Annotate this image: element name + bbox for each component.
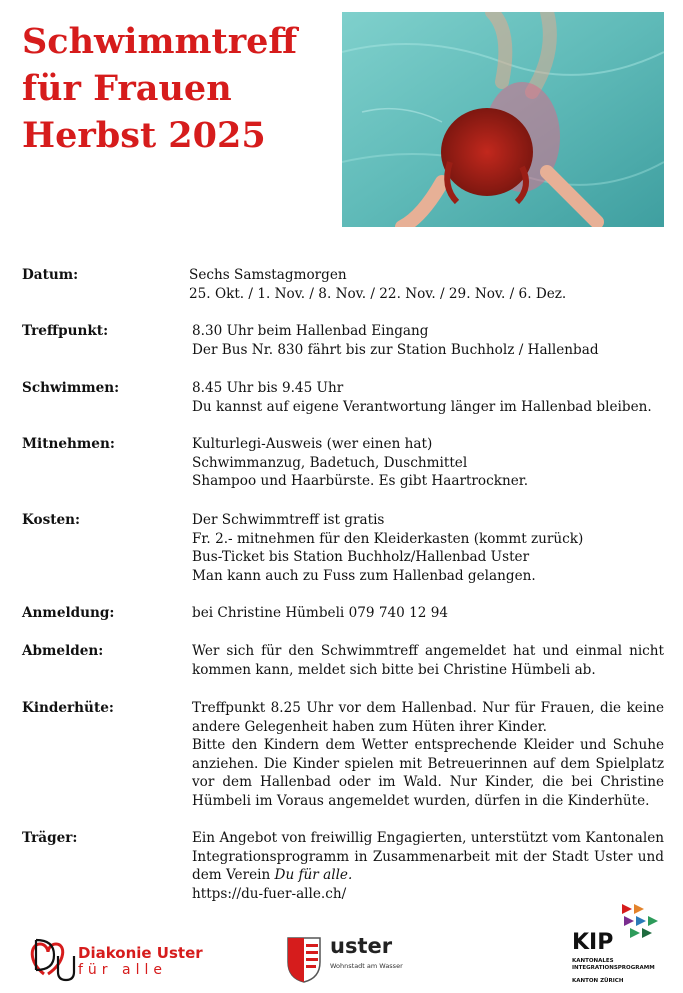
title-line-2: für Frauen: [22, 68, 232, 109]
value-paragraph: Wer sich für den Schwimmtreff angemeldet hat und einmal nicht kommen kann, meldet sich bitte bei Christine Hümbeli ab.: [192, 643, 664, 678]
value-line: Shampoo und Haarbürste. Es gibt Haartrockner.: [192, 473, 529, 489]
value-paragraph: Treffpunkt 8.25 Uhr vor dem Hallenbad. Nur für Frauen, die keine andere Gelegenheit haben zum Hüten ihrer Kinder.: [192, 700, 664, 735]
page-title: [22, 18, 297, 159]
label-mitnehmen: Mitnehmen:: [22, 436, 115, 452]
row-anmeldung: [22, 604, 664, 623]
uster-tagline: Wohnstadt am Wasser: [330, 962, 403, 970]
row-treffpunkt: [22, 322, 664, 359]
value-line: Sechs Samstagmorgen: [189, 267, 347, 283]
value-line: 25. Okt. / 1. Nov. / 8. Nov. / 22. Nov. / 29. Nov. / 6. Dez.: [189, 285, 567, 302]
swimmer-photo: [342, 12, 664, 227]
swimmer-photo-image: [342, 12, 664, 227]
value-traeger: [192, 829, 664, 903]
uster-name: uster: [330, 934, 393, 958]
value-line: Man kann auch zu Fuss zum Hallenbad gelangen.: [192, 567, 536, 584]
value-kosten: [192, 511, 664, 585]
label-datum: Datum:: [22, 267, 79, 283]
value-line: Du kannst auf eigene Verantwortung länger im Hallenbad bleiben.: [192, 398, 652, 415]
row-schwimmen: [22, 379, 664, 416]
value-treffpunkt: [192, 322, 664, 359]
row-traeger: [22, 829, 664, 903]
diakonie-tagline: für alle: [78, 962, 167, 978]
title-line-1: Schwimmtreff: [22, 21, 298, 62]
label-schwimmen: Schwimmen:: [22, 380, 120, 396]
label-kinderhuete: Kinderhüte:: [22, 700, 114, 716]
label-treffpunkt: Treffpunkt:: [22, 323, 109, 339]
row-abmelden: [22, 642, 664, 679]
label-kosten: Kosten:: [22, 512, 81, 528]
value-line: Kulturlegi-Ausweis (wer einen hat): [192, 436, 433, 452]
diakonie-heart-icon: [26, 934, 86, 984]
label-abmelden: Abmelden:: [22, 643, 104, 659]
uster-logo: [286, 934, 426, 984]
label-anmeldung: Anmeldung:: [22, 605, 115, 621]
row-kosten: [22, 511, 664, 585]
title-line-3: Herbst 2025: [22, 115, 266, 156]
value-line: 8.45 Uhr bis 9.45 Uhr: [192, 380, 344, 396]
diakonie-uster-logo: [26, 934, 203, 984]
uster-coat-of-arms-icon: [286, 936, 322, 984]
value-schwimmen: [192, 379, 664, 416]
kip-line-1: KANTONALES: [572, 958, 614, 964]
label-traeger: Träger:: [22, 830, 78, 846]
value-line: Der Schwimmtreff ist gratis: [192, 512, 385, 528]
value-paragraph: [192, 829, 664, 885]
traeger-text: Ein Angebot von freiwillig Engagierten, unterstützt vom Kantonalen Integrationsprogramm in Zusammenarbeit mit der Stadt Uster und dem Verein: [192, 830, 664, 883]
kip-line-2: INTEGRATIONSPROGRAMM: [572, 965, 655, 971]
row-mitnehmen: [22, 435, 664, 491]
kip-logo: [572, 900, 672, 990]
row-datum: [22, 266, 664, 303]
value-paragraph: Bitte den Kindern dem Wetter entsprechende Kleider und Schuhe anziehen. Die Kinder spielen mit Betreuerinnen auf dem Spielplatz vor dem Hallenbad oder im Wald. Nur Kinder, die bei Christine Hümbeli im Voraus angemeldet wurden, dürfen in die Kinderhüte.: [192, 737, 664, 809]
value-datum: [189, 266, 664, 303]
value-line: Fr. 2.- mitnehmen für den Kleiderkasten (kommt zurück): [192, 530, 584, 547]
value-line: Schwimmanzug, Badetuch, Duschmittel: [192, 454, 468, 471]
value-mitnehmen: [192, 435, 664, 491]
value-line: Der Bus Nr. 830 fährt bis zur Station Buchholz / Hallenbad: [192, 341, 599, 358]
value-abmelden: [192, 642, 664, 679]
value-kinderhuete: [192, 699, 664, 810]
value-line: Bus-Ticket bis Station Buchholz/Hallenbad Uster: [192, 549, 530, 565]
website-link[interactable]: https://du-fuer-alle.ch/: [192, 885, 347, 902]
traeger-verein: Du für alle.: [274, 867, 353, 883]
kip-name: KIP: [572, 930, 614, 955]
value-line: bei Christine Hümbeli 079 740 12 94: [192, 605, 449, 621]
value-line: 8.30 Uhr beim Hallenbad Eingang: [192, 323, 429, 339]
row-kinderhuete: [22, 699, 664, 810]
diakonie-name: Diakonie Uster: [78, 944, 203, 962]
value-anmeldung: [192, 604, 664, 623]
kip-line-3: KANTON ZÜRICH: [572, 978, 624, 984]
